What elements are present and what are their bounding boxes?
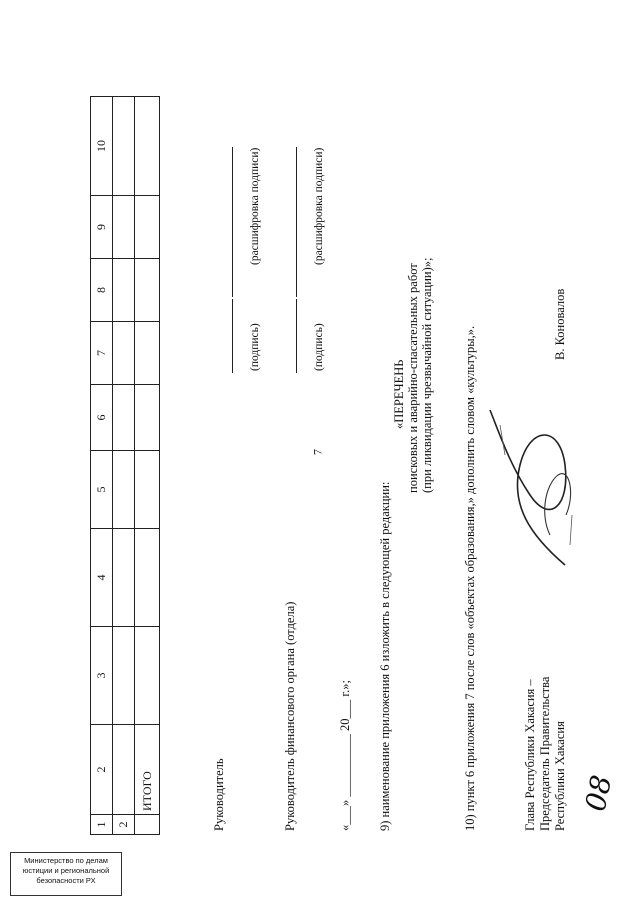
table-cell bbox=[135, 529, 160, 627]
table-cell: 5 bbox=[91, 451, 113, 529]
handwritten-number: 08 bbox=[578, 772, 619, 815]
signatory-title-3: Республики Хакасия bbox=[553, 721, 567, 831]
table-cell: 2 bbox=[113, 815, 135, 835]
summary-table bbox=[90, 96, 160, 835]
table-cell bbox=[135, 259, 160, 322]
table-total-label: ИТОГО bbox=[135, 725, 160, 815]
head-label: Руководитель bbox=[212, 758, 226, 831]
signatory-title-1: Глава Республики Хакасия – bbox=[523, 679, 537, 831]
head-sign-line bbox=[232, 299, 233, 373]
table-cell bbox=[113, 725, 135, 815]
table-cell: 9 bbox=[91, 196, 113, 259]
table-cell bbox=[135, 627, 160, 725]
date-line: «___» __________ 20___ г.»; bbox=[338, 680, 352, 831]
page-number: 7 bbox=[310, 449, 325, 455]
table-cell bbox=[113, 385, 135, 451]
table-cell bbox=[135, 385, 160, 451]
table-cell bbox=[113, 196, 135, 259]
table-cell bbox=[113, 97, 135, 196]
table-cell: 2 bbox=[91, 725, 113, 815]
table-cell: 4 bbox=[91, 529, 113, 627]
table-cell bbox=[113, 627, 135, 725]
handwritten-signature bbox=[470, 395, 590, 575]
finance-head-label: Руководитель финансового органа (отдела) bbox=[283, 601, 297, 831]
head-sign-caption: (подпись) bbox=[249, 323, 261, 371]
item-10-text: 10) пункт 6 приложения 7 после слов «объектах образования,» дополнить словом «культуры,». bbox=[463, 325, 477, 831]
signatory-name: В. Коновалов bbox=[553, 288, 567, 360]
table-cell bbox=[135, 815, 160, 835]
signatory-title-2: Председатель Правительства bbox=[538, 676, 552, 831]
table-total-row bbox=[135, 97, 160, 835]
table-cell: 1 bbox=[91, 815, 113, 835]
table-cell: 10 bbox=[91, 97, 113, 196]
table-cell bbox=[113, 259, 135, 322]
table-cell: 7 bbox=[91, 322, 113, 385]
list-title-line-1: поисковых и аварийно-спасательных работ bbox=[406, 263, 420, 493]
table-row bbox=[113, 97, 135, 835]
head-decode-caption: (расшифровка подписи) bbox=[249, 147, 261, 265]
stamp-line-3: безопасности РХ bbox=[36, 876, 96, 885]
stamp-line-1: Министерство по делам bbox=[24, 856, 108, 865]
table-cell bbox=[113, 529, 135, 627]
head-decode-line bbox=[232, 147, 233, 297]
finance-sign-caption: (подпись) bbox=[313, 323, 325, 371]
table-cell bbox=[135, 451, 160, 529]
finance-decode-caption: (расшифровка подписи) bbox=[313, 147, 325, 265]
list-title: «ПЕРЕЧЕНЬ bbox=[392, 359, 406, 429]
item-9-text: 9) наименование приложения 6 изложить в следующей редакции: bbox=[378, 481, 392, 831]
table-cell bbox=[113, 322, 135, 385]
table-header-row bbox=[91, 97, 113, 835]
finance-decode-line bbox=[296, 147, 297, 297]
table-cell: 3 bbox=[91, 627, 113, 725]
table-cell: 6 bbox=[91, 385, 113, 451]
table-cell bbox=[135, 196, 160, 259]
table-cell bbox=[113, 451, 135, 529]
list-title-line-2: (при ликвидации чрезвычайной ситуации)»; bbox=[420, 257, 434, 493]
finance-sign-line bbox=[296, 299, 297, 373]
table-cell: 8 bbox=[91, 259, 113, 322]
table-cell bbox=[135, 322, 160, 385]
table-cell bbox=[135, 97, 160, 196]
stamp-line-2: юстиции и региональной bbox=[22, 866, 110, 875]
